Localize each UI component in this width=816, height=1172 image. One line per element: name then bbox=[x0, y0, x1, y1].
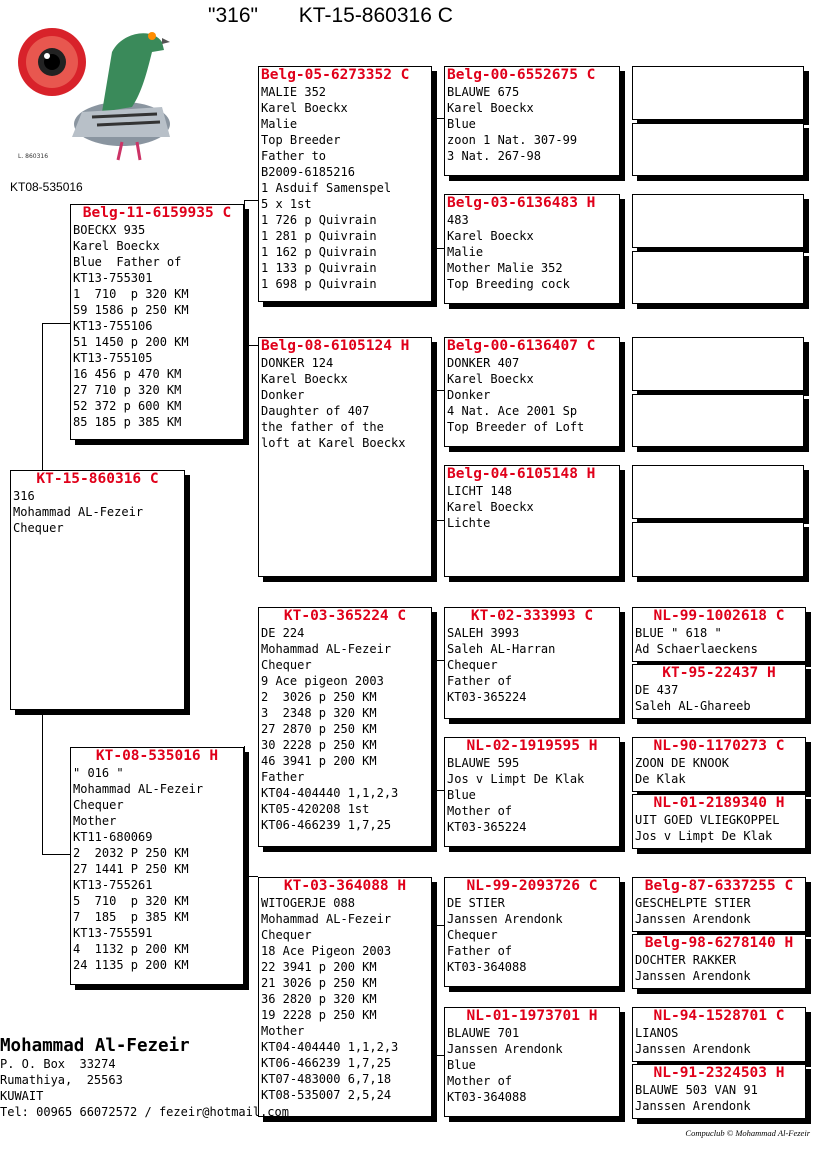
ring-number: KT-15-860316 C bbox=[36, 471, 159, 487]
card-line: 22 3941 p 200 KM bbox=[261, 960, 377, 974]
card-line: Ad Schaerlaeckens bbox=[635, 642, 758, 656]
card-line: LIANOS bbox=[635, 1026, 679, 1040]
connector-line bbox=[432, 1055, 444, 1056]
card-line: Mother bbox=[261, 1024, 305, 1038]
card-line: 24 1135 p 200 KM bbox=[73, 958, 189, 972]
card-line: Janssen Arendonk bbox=[635, 969, 751, 983]
connector-line bbox=[42, 323, 43, 470]
pigeon-card-g5[interactable] bbox=[632, 737, 806, 792]
pigeon-card-empty bbox=[632, 66, 804, 120]
card-line: MALIE 352 bbox=[261, 85, 327, 99]
pigeon-card-ff[interactable] bbox=[258, 66, 432, 302]
connector-line bbox=[244, 200, 258, 201]
card-line: 46 3941 p 200 KM bbox=[261, 754, 377, 768]
pigeon-card-mmm[interactable] bbox=[444, 1007, 620, 1117]
card-line: Karel Boeckx bbox=[261, 372, 348, 386]
card-line: KT04-404440 1,1,2,3 bbox=[261, 1040, 399, 1054]
card-line: BLAUWE 675 bbox=[447, 85, 520, 99]
connector-line bbox=[432, 660, 433, 790]
card-line: KT04-404440 1,1,2,3 bbox=[261, 786, 399, 800]
card-line: Karel Boeckx bbox=[447, 500, 534, 514]
card-line: Jos v Limpt De Klak bbox=[635, 829, 773, 843]
ring-number: NL-01-2189340 H bbox=[653, 795, 785, 811]
card-line: Mohammad AL-Fezeir bbox=[73, 782, 204, 796]
card-line: 18 Ace Pigeon 2003 bbox=[261, 944, 392, 958]
card-line: 51 1450 p 200 KM bbox=[73, 335, 189, 349]
card-line: Blue Father of bbox=[73, 255, 182, 269]
ring-number: Belg-98-6278140 H bbox=[644, 935, 794, 951]
card-line: KT08-535007 2,5,24 bbox=[261, 1088, 392, 1102]
card-line: Mother Malie 352 bbox=[447, 261, 563, 275]
pigeon-card-empty bbox=[632, 337, 804, 391]
ring-number: KT-03-365224 C bbox=[283, 608, 407, 624]
pigeon-card-fm[interactable] bbox=[258, 337, 432, 577]
card-line: DE STIER bbox=[447, 896, 505, 910]
card-line: KT03-365224 bbox=[447, 690, 527, 704]
pigeon-card-empty bbox=[632, 251, 804, 304]
pigeon-card-subject[interactable] bbox=[10, 470, 185, 710]
card-line: Mohammad AL-Fezeir bbox=[261, 912, 392, 926]
card-line: Daughter of 407 bbox=[261, 404, 370, 418]
card-line: 5 x 1st bbox=[261, 197, 312, 211]
card-line: GESCHELPTE STIER bbox=[635, 896, 751, 910]
pigeon-card-empty bbox=[632, 123, 804, 176]
card-line: 52 372 p 600 KM bbox=[73, 399, 182, 413]
card-line: DONKER 407 bbox=[447, 356, 520, 370]
owner-address-line: Rumathiya, 25563 bbox=[0, 1073, 123, 1087]
card-line: 3 Nat. 267-98 bbox=[447, 149, 541, 163]
pigeon-card-mf[interactable] bbox=[258, 607, 432, 847]
card-line: 9 Ace pigeon 2003 bbox=[261, 674, 384, 688]
card-line: Chequer bbox=[447, 928, 498, 942]
card-line: KT03-365224 bbox=[447, 820, 527, 834]
card-line: Mohammad AL-Fezeir bbox=[13, 505, 144, 519]
pigeon-card-g5[interactable] bbox=[632, 877, 806, 932]
ring-number: Belg-08-6105124 H bbox=[261, 338, 410, 354]
card-line: BLAUWE 701 bbox=[447, 1026, 520, 1040]
connector-line bbox=[432, 790, 444, 791]
card-line: LICHT 148 bbox=[447, 484, 513, 498]
card-line: " 016 " bbox=[73, 766, 124, 780]
connector-line bbox=[432, 390, 444, 391]
connector-line bbox=[621, 90, 622, 146]
card-line: UIT GOED VLIEGKOPPEL bbox=[635, 813, 780, 827]
connector-line bbox=[244, 200, 245, 345]
card-line: 19 2228 p 250 KM bbox=[261, 1008, 377, 1022]
ring-number: KT-08-535016 H bbox=[95, 748, 219, 764]
card-line: Chequer bbox=[73, 798, 124, 812]
connector-line bbox=[42, 323, 70, 324]
card-line: De Klak bbox=[635, 772, 686, 786]
card-line: DE 437 bbox=[635, 683, 679, 697]
pigeon-card-ffm[interactable] bbox=[444, 194, 620, 304]
card-line: 4 Nat. Ace 2001 Sp bbox=[447, 404, 578, 418]
card-line: Janssen Arendonk bbox=[447, 912, 563, 926]
card-line: B2009-6185216 bbox=[261, 165, 355, 179]
card-line: KT03-364088 bbox=[447, 960, 527, 974]
card-line: Janssen Arendonk bbox=[635, 1099, 751, 1113]
card-line: Donker bbox=[447, 388, 491, 402]
card-line: Top Breeder of Loft bbox=[447, 420, 585, 434]
pigeon-photo bbox=[12, 12, 172, 172]
card-line: SALEH 3993 bbox=[447, 626, 520, 640]
card-line: Saleh AL-Harran bbox=[447, 642, 556, 656]
owner-address-line: KUWAIT bbox=[0, 1089, 44, 1103]
card-line: Blue bbox=[447, 1058, 476, 1072]
card-line: Top Breeding cock bbox=[447, 277, 570, 291]
card-line: 483 bbox=[447, 213, 469, 227]
card-line: Saleh AL-Ghareeb bbox=[635, 699, 751, 713]
card-line: BLUE " 618 " bbox=[635, 626, 722, 640]
connector-line bbox=[621, 492, 622, 548]
card-line: Malie bbox=[447, 245, 484, 259]
ring-number: Belg-00-6552675 C bbox=[447, 67, 596, 83]
connector-line bbox=[432, 390, 433, 520]
connector-line bbox=[432, 118, 444, 119]
connector-line bbox=[621, 362, 622, 418]
card-line: the father of the bbox=[261, 420, 384, 434]
card-line: 36 2820 p 320 KM bbox=[261, 992, 377, 1006]
card-line: 1 698 p Quivrain bbox=[261, 277, 377, 291]
card-line: Malie bbox=[261, 117, 298, 131]
card-line: KT13-755301 bbox=[73, 271, 153, 285]
card-line: 7 185 p 385 KM bbox=[73, 910, 189, 924]
ring-number: KT-03-364088 H bbox=[283, 878, 407, 894]
card-line: Karel Boeckx bbox=[447, 229, 534, 243]
card-line: BLAUWE 503 VAN 91 bbox=[635, 1083, 758, 1097]
ring-number: NL-91-2324503 H bbox=[653, 1065, 785, 1081]
card-line: Karel Boeckx bbox=[261, 101, 348, 115]
card-line: 1 162 p Quivrain bbox=[261, 245, 377, 259]
pigeon-card-empty bbox=[632, 394, 804, 447]
pigeon-card-fff[interactable] bbox=[444, 66, 620, 176]
pigeon-card-g5[interactable] bbox=[632, 934, 806, 989]
card-line: KT11-680069 bbox=[73, 830, 153, 844]
card-line: Chequer bbox=[261, 658, 312, 672]
card-line: 85 185 p 385 KM bbox=[73, 415, 182, 429]
ring-number: Belg-05-6273352 C bbox=[261, 67, 410, 83]
connector-line bbox=[432, 925, 444, 926]
pigeon-card-mfm[interactable] bbox=[444, 737, 620, 847]
card-line: 1 281 p Quivrain bbox=[261, 229, 377, 243]
card-line: Donker bbox=[261, 388, 305, 402]
card-line: KT13-755105 bbox=[73, 351, 153, 365]
card-line: 2 2032 P 250 KM bbox=[73, 846, 189, 860]
ring-number: Belg-00-6136407 C bbox=[447, 338, 596, 354]
owner-address-line: P. O. Box 33274 bbox=[0, 1057, 116, 1071]
connector-line bbox=[42, 854, 70, 855]
owner-contact: Tel: 00965 66072572 / fezeir@hotmail.com bbox=[0, 1105, 289, 1119]
pigeon-card-mff[interactable] bbox=[444, 607, 620, 719]
card-line: KT07-483000 6,7,18 bbox=[261, 1072, 392, 1086]
card-line: KT13-755106 bbox=[73, 319, 153, 333]
ring-number: NL-99-2093726 C bbox=[466, 878, 598, 894]
page-title: "316" KT-15-860316 C bbox=[208, 4, 453, 27]
card-line: Mother of bbox=[447, 1074, 513, 1088]
pigeon-card-mmf[interactable] bbox=[444, 877, 620, 987]
owner-name: Mohammad Al-Fezeir bbox=[0, 1036, 190, 1056]
connector-line bbox=[244, 345, 258, 346]
pigeon-card-g5[interactable] bbox=[632, 794, 806, 849]
card-line: DOCHTER RAKKER bbox=[635, 953, 737, 967]
card-line: KT06-466239 1,7,25 bbox=[261, 818, 392, 832]
ring-number: Belg-03-6136483 H bbox=[447, 195, 596, 211]
ring-number: NL-90-1170273 C bbox=[653, 738, 785, 754]
ring-number: NL-99-1002618 C bbox=[653, 608, 785, 624]
card-line: 21 3026 p 250 KM bbox=[261, 976, 377, 990]
pigeon-card-empty bbox=[632, 522, 804, 577]
connector-line bbox=[244, 746, 245, 876]
card-line: 5 710 p 320 KM bbox=[73, 894, 189, 908]
card-line: Chequer bbox=[447, 658, 498, 672]
card-line: KT05-420208 1st bbox=[261, 802, 370, 816]
card-line: 27 2870 p 250 KM bbox=[261, 722, 377, 736]
ring-number: NL-02-1919595 H bbox=[466, 738, 598, 754]
pigeon-card-mother[interactable] bbox=[70, 747, 244, 985]
ring-number: KT-02-333993 C bbox=[470, 608, 594, 624]
card-line: 3 2348 p 320 KM bbox=[261, 706, 377, 720]
card-line: DONKER 124 bbox=[261, 356, 334, 370]
card-line: loft at Karel Boeckx bbox=[261, 436, 406, 450]
card-line: 1 710 p 320 KM bbox=[73, 287, 189, 301]
card-line: KT03-364088 bbox=[447, 1090, 527, 1104]
ring-number: NL-01-1973701 H bbox=[466, 1008, 598, 1024]
card-line: Chequer bbox=[261, 928, 312, 942]
owner-info bbox=[0, 1036, 289, 1120]
card-line: 1 133 p Quivrain bbox=[261, 261, 377, 275]
card-line: Father of bbox=[447, 944, 513, 958]
connector-line bbox=[244, 876, 258, 877]
pigeon-card-g5[interactable] bbox=[632, 607, 806, 662]
card-line: 27 710 p 320 KM bbox=[73, 383, 182, 397]
card-line: 4 1132 p 200 KM bbox=[73, 942, 189, 956]
pigeon-card-fmf[interactable] bbox=[444, 337, 620, 447]
connector-line bbox=[621, 220, 622, 276]
card-line: BOECKX 935 bbox=[73, 223, 146, 237]
pigeon-card-g5[interactable] bbox=[632, 1007, 806, 1062]
pigeon-card-fmm[interactable] bbox=[444, 465, 620, 577]
card-line: 27 1441 P 250 KM bbox=[73, 862, 189, 876]
connector-line bbox=[432, 660, 444, 661]
connector-line bbox=[432, 248, 444, 249]
ring-number: Belg-04-6105148 H bbox=[447, 466, 596, 482]
connector-line bbox=[432, 925, 433, 1055]
card-line: Lichte bbox=[447, 516, 491, 530]
ring-number: KT-95-22437 H bbox=[662, 665, 776, 681]
card-line: Blue bbox=[447, 788, 476, 802]
ring-number: Belg-87-6337255 C bbox=[644, 878, 794, 894]
card-line: 59 1586 p 250 KM bbox=[73, 303, 189, 317]
photo-ring-label: KT08-535016 bbox=[10, 180, 83, 194]
card-line: Chequer bbox=[13, 521, 64, 535]
pigeon-card-father[interactable] bbox=[70, 204, 244, 440]
card-line: KT06-466239 1,7,25 bbox=[261, 1056, 392, 1070]
card-line: Mother of bbox=[447, 804, 513, 818]
pigeon-card-empty bbox=[632, 465, 804, 519]
card-line: KT13-755591 bbox=[73, 926, 153, 940]
card-line: ZOON DE KNOOK bbox=[635, 756, 729, 770]
pigeon-card-g5[interactable] bbox=[632, 1064, 806, 1119]
card-line: KT13-755261 bbox=[73, 878, 153, 892]
card-line: Top Breeder bbox=[261, 133, 341, 147]
card-line: DE 224 bbox=[261, 626, 305, 640]
card-line: 1 726 p Quivrain bbox=[261, 213, 377, 227]
card-line: Father to bbox=[261, 149, 327, 163]
connector-line bbox=[432, 118, 433, 248]
card-line: Mother bbox=[73, 814, 117, 828]
card-line: BLAUWE 595 bbox=[447, 756, 520, 770]
card-line: 1 Asduif Samenspel bbox=[261, 181, 392, 195]
card-line: 16 456 p 470 KM bbox=[73, 367, 182, 381]
card-line: 316 bbox=[13, 489, 35, 503]
card-line: 30 2228 p 250 KM bbox=[261, 738, 377, 752]
card-line: Jos v Limpt De Klak bbox=[447, 772, 585, 786]
ring-number: Belg-11-6159935 C bbox=[82, 205, 232, 221]
card-line: zoon 1 Nat. 307-99 bbox=[447, 133, 578, 147]
card-line: Karel Boeckx bbox=[447, 372, 534, 386]
pigeon-card-g5[interactable] bbox=[632, 664, 806, 719]
card-line: Father bbox=[261, 770, 305, 784]
card-line: Father of bbox=[447, 674, 513, 688]
pigeon-card-empty bbox=[632, 194, 804, 248]
card-line: 2 3026 p 250 KM bbox=[261, 690, 377, 704]
connector-line bbox=[42, 714, 43, 854]
footer-credit: Compuclub © Mohammad Al-Fezeir bbox=[685, 1128, 810, 1138]
card-line: Karel Boeckx bbox=[73, 239, 160, 253]
svg-text:L. 860316: L. 860316 bbox=[18, 153, 49, 160]
card-line: Mohammad AL-Fezeir bbox=[261, 642, 392, 656]
ring-number: NL-94-1528701 C bbox=[653, 1008, 785, 1024]
card-line: Karel Boeckx bbox=[447, 101, 534, 115]
card-line: Janssen Arendonk bbox=[447, 1042, 563, 1056]
card-line: Blue bbox=[447, 117, 476, 131]
card-line: WITOGERJE 088 bbox=[261, 896, 355, 910]
card-line: Janssen Arendonk bbox=[635, 1042, 751, 1056]
card-line: Janssen Arendonk bbox=[635, 912, 751, 926]
connector-line bbox=[432, 520, 444, 521]
